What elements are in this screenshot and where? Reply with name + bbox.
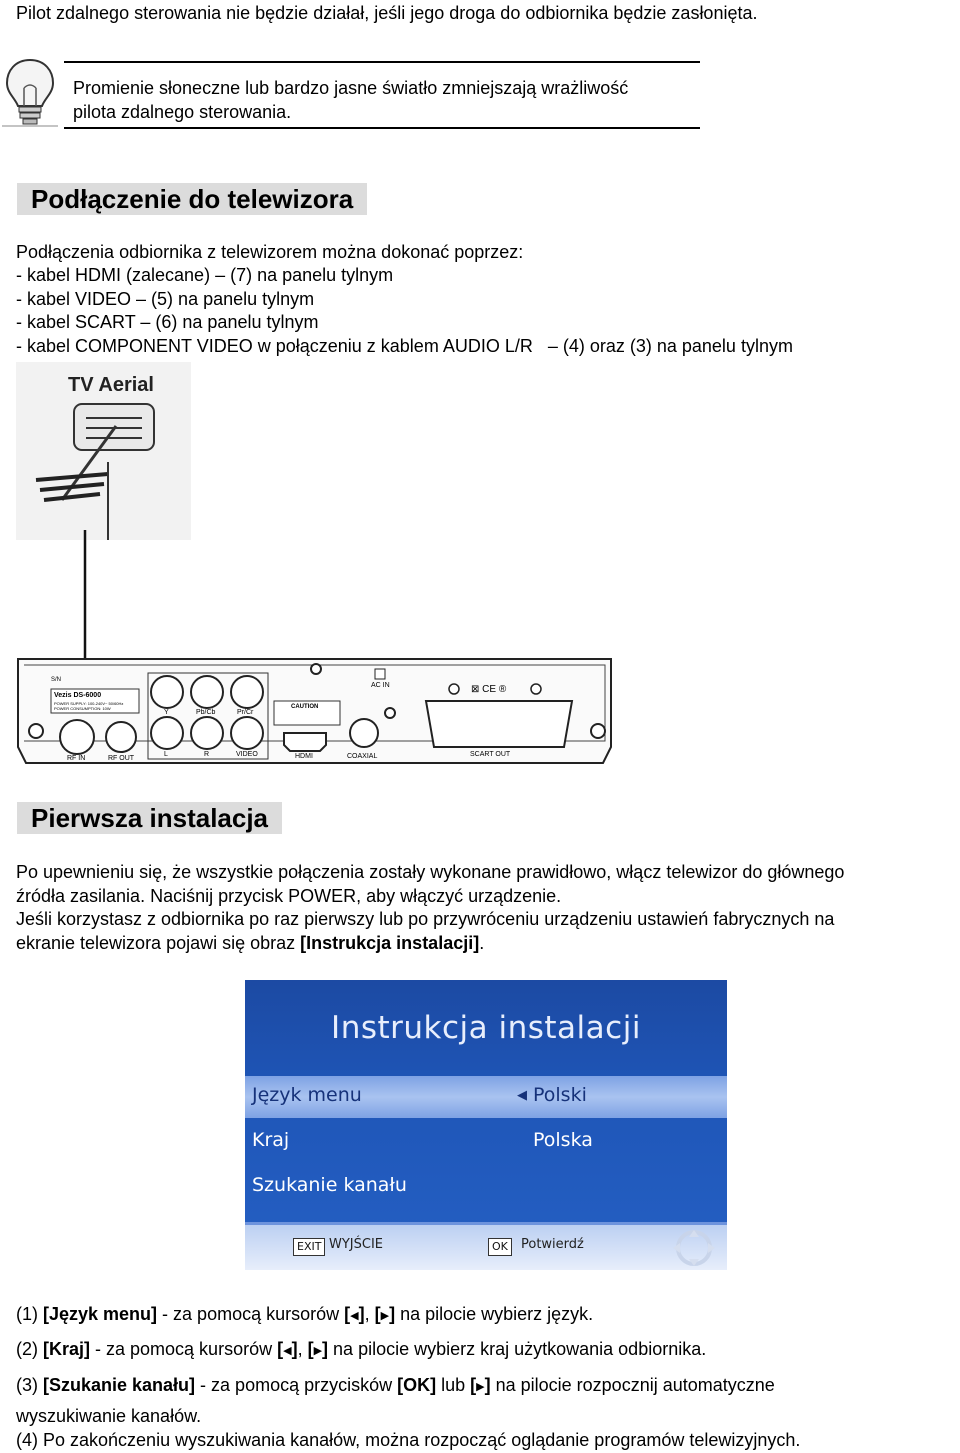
panel-pr-label: Pr/Cr	[237, 709, 254, 716]
connection-item: - kabel SCART – (6) na panelu tylnym	[16, 312, 319, 332]
tv-screen-title: Instrukcja instalacji	[331, 1010, 641, 1046]
step-text: na pilocie rozpocznij automatyczne	[490, 1375, 775, 1395]
panel-l-label: L	[164, 751, 168, 758]
right-arrow-icon: ▶	[476, 1381, 485, 1393]
lightbulb-icon	[2, 56, 58, 128]
step-text: na pilocie wybierz kraj użytkowania odbiornika.	[328, 1339, 707, 1359]
step-2: (2) [Kraj] - za pomocą kursorów [◀], [▶] na pilocie wybierz kraj użytkowania odbiornika.	[16, 1338, 706, 1364]
first-install-p2-line1: Jeśli korzystasz z odbiornika po raz pierwszy lub po przywróceniu urządzeniu ustawień fabrycznych na	[16, 909, 835, 929]
navigation-cross-icon	[665, 1229, 723, 1267]
right-cursor-key: [▶]	[308, 1339, 328, 1359]
left-arrow-icon: ◀	[350, 1310, 359, 1322]
note-line-1: Promienie słoneczne lub bardzo jasne światło zmniejszają wrażliwość	[73, 78, 629, 98]
step-text: - za pomocą przycisków	[195, 1375, 398, 1395]
tv-row-channel-search	[245, 1166, 727, 1208]
first-install-p1-line1: Po upewnieniu się, że wszystkie połączenia zostały wykonane prawidłowo, włącz telewizor do głównego	[16, 862, 845, 882]
aerial-label: TV Aerial	[68, 374, 154, 396]
step-text: na pilocie wybierz język.	[395, 1304, 594, 1324]
right-arrow-icon: ▶	[380, 1310, 390, 1322]
panel-power-label: POWER SUPPLY: 100-240V~ 50/60Hz POWER CONSUMPTION: 10W	[54, 701, 124, 711]
note-bottom-rule	[64, 127, 700, 129]
left-cursor-key: [◀]	[277, 1339, 297, 1359]
step-key: [Kraj]	[43, 1339, 91, 1359]
step-number: (1)	[16, 1304, 43, 1324]
ok-key-label: Potwierdź	[521, 1237, 584, 1252]
step-key: [Szukanie kanału]	[43, 1375, 196, 1395]
panel-rf-out-label: RF OUT	[108, 755, 135, 762]
panel-caution-label: CAUTION	[291, 704, 319, 710]
step-text: - za pomocą kursorów	[90, 1339, 278, 1359]
exit-key: EXIT	[293, 1238, 325, 1256]
left-arrow-icon: ◀	[517, 1087, 527, 1102]
step-4: (4) Po zakończeniu wyszukiwania kanałów, można rozpocząć oglądanie programów telewizyjnych.	[16, 1430, 801, 1450]
panel-video-label: VIDEO	[236, 751, 258, 758]
tv-row-label: Kraj	[252, 1129, 290, 1151]
tv-row-value: Polska	[533, 1129, 593, 1151]
panel-scart-out-label: SCART OUT	[470, 751, 511, 758]
left-arrow-icon: ◀	[283, 1345, 292, 1357]
step-key: [Język menu]	[43, 1304, 158, 1324]
exit-key-label: WYJŚCIE	[329, 1237, 384, 1252]
rear-panel-illustration	[16, 655, 613, 767]
tv-row-language	[245, 1076, 727, 1118]
install-screen-image	[245, 980, 727, 1270]
panel-rf-in-label: RF IN	[67, 755, 86, 762]
p2-period: .	[479, 933, 485, 953]
step-1: (1) [Język menu] - za pomocą kursorów [◀], [▶] na pilocie wybierz język.	[16, 1303, 593, 1329]
p2-bold: [Instrukcja instalacji]	[300, 933, 480, 953]
tv-footer	[245, 1225, 727, 1270]
note-top-rule	[64, 61, 700, 63]
step-3-line-2: wyszukiwanie kanałów.	[16, 1406, 202, 1426]
connection-intro: Podłączenia odbiornika z telewizorem można dokonać poprzez:	[16, 242, 524, 262]
panel-y-label: Y	[164, 709, 169, 716]
first-install-p1-line2: źródła zasilania. Naciśnij przycisk POWER, aby włączyć urządzenie.	[16, 886, 562, 906]
note-line-2: pilota zdalnego sterowania.	[73, 102, 292, 122]
right-arrow-icon: ▶	[313, 1345, 323, 1357]
tv-row-country	[245, 1121, 727, 1163]
remote-warning-text: Pilot zdalnego sterowania nie będzie działał, jeśli jego droga do odbiornika będzie zasłonięta.	[16, 3, 758, 23]
rear-panel-body	[16, 655, 613, 767]
ce-mark-icon: ⊠ CE ®	[471, 684, 507, 695]
panel-hdmi-label: HDMI	[295, 753, 313, 760]
tv-row-label: Język menu	[252, 1084, 362, 1106]
panel-r-label: R	[204, 751, 210, 758]
aerial-drawing	[16, 362, 191, 540]
step-3	[16, 1374, 775, 1400]
section-title-connection: Podłączenie do telewizora	[17, 183, 367, 215]
left-cursor-key: [◀]	[344, 1304, 364, 1324]
step-text: - za pomocą kursorów	[157, 1304, 345, 1324]
panel-ac-in-label: AC IN	[371, 682, 390, 689]
panel-brand-label: Vezis DS-6000	[54, 692, 102, 699]
panel-pb-label: Pb/Cb	[196, 709, 216, 716]
connection-item: - kabel HDMI (zalecane) – (7) na panelu tylnym	[16, 265, 394, 285]
step-number: (2)	[16, 1339, 43, 1359]
tv-row-value: Polski	[533, 1084, 587, 1106]
right-cursor-key: [▶]	[375, 1304, 395, 1324]
step-number: (3)	[16, 1375, 43, 1395]
panel-coaxial-label: COAXIAL	[347, 753, 378, 760]
panel-sn-label: S/N	[51, 677, 62, 683]
p2-text: ekranie telewizora pojawi się obraz	[16, 933, 301, 953]
first-install-p2-line2	[16, 932, 484, 956]
aerial-illustration	[16, 362, 191, 540]
ok-key: OK	[488, 1238, 512, 1256]
section-title-first-install: Pierwsza instalacja	[17, 802, 282, 834]
connection-item: - kabel VIDEO – (5) na panelu tylnym	[16, 289, 315, 309]
ok-key-ref: [OK]	[397, 1375, 437, 1395]
connection-item: - kabel COMPONENT VIDEO w połączeniu z kablem AUDIO L/R – (4) oraz (3) na panelu tylnym	[16, 336, 793, 356]
step-text: lub	[436, 1375, 471, 1395]
tv-row-label: Szukanie kanału	[252, 1174, 407, 1196]
right-cursor-key: [▶]	[470, 1375, 490, 1395]
